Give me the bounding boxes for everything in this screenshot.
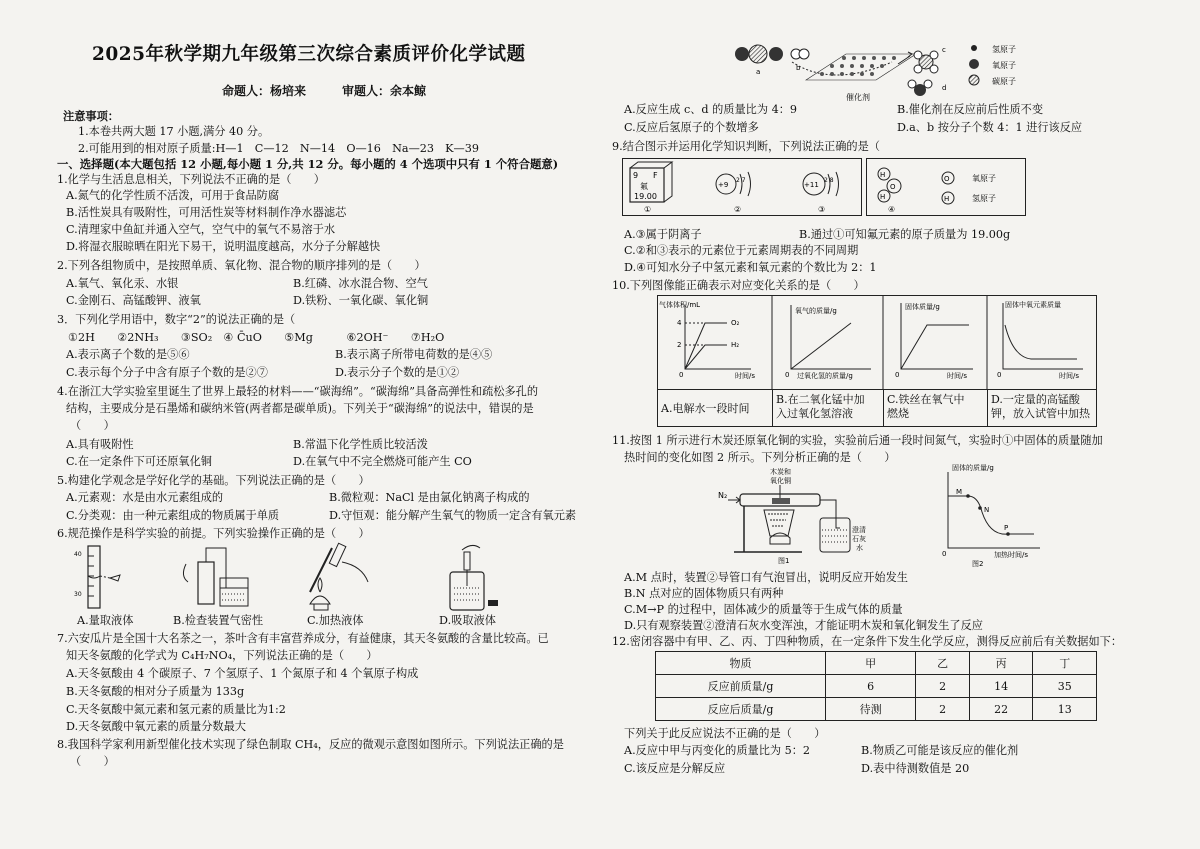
table-cell: 待测 [826, 698, 916, 721]
q11-graph-zero: 0 [942, 550, 947, 558]
q5-option-c: C.分类观：由一种元素组成的物质属于单质 [66, 509, 280, 522]
fig2-label: 图2 [972, 560, 984, 568]
q7-option-a: A.天冬氨酸由 4 个碳原子、7 个氢原子、1 个氮原子和 4 个氧原子构成 [66, 667, 419, 680]
label-4: ④ [888, 205, 896, 214]
q2-option-c: C.金刚石、高锰酸钾、液氧 [66, 294, 201, 307]
table-row [656, 675, 1097, 698]
q7-stem: 7.六安瓜片是全国十大名茶之一，茶叶含有丰富营养成分，有益健康，其天冬氨酸的含量比较高。已 [57, 632, 549, 645]
limewater-line1: 澄清 [852, 526, 866, 534]
q10-caption-d-line1: D.一定量的高锰酸 [991, 393, 1080, 406]
g2-xlabel: 过氧化氢的质量/g [797, 372, 853, 380]
cell-name: 氟 [640, 182, 648, 191]
q8-option-b: B.催化剂在反应前后性质不变 [897, 103, 1044, 116]
n2-label: N₂ [718, 491, 728, 500]
table-row [656, 698, 1097, 721]
q7-option-c: C.天冬氨酸中氮元素和氢元素的质量比为1:2 [66, 703, 286, 716]
g2-ylabel: 氧气的质量/g [795, 307, 837, 315]
g4-ylabel: 固体中氧元素质量 [1005, 301, 1061, 309]
g2-zero: 0 [785, 371, 790, 379]
g4-xlabel: 时间/s [1059, 372, 1080, 380]
point-n: N [984, 506, 990, 514]
graduated-cylinder-figure [88, 546, 120, 608]
table-cell: 反应前质量/g [656, 675, 826, 698]
q4-option-a: A.具有吸附性 [66, 438, 134, 451]
catalyst-label: 催化剂 [846, 93, 870, 102]
g4-zero: 0 [997, 371, 1002, 379]
q11-apparatus-figure [712, 466, 882, 566]
q5-option-b: B.微粒观：NaCl 是由氯化钠离子构成的 [329, 491, 530, 504]
q7-stem-2: 知天冬氨酸的化学式为 C₄H₇NO₄，下列说法正确的是（ ） [66, 649, 378, 662]
table-cell: 乙 [916, 652, 970, 675]
section-1-heading: 一、选择题(本大题包括 12 小题,每小题 1 分,共 12 分。每小题的 4 个选项中只有 1 个符合题意) [57, 157, 559, 171]
q2-option-d: D.铁粉、一氧化碳、氧化铜 [293, 294, 429, 307]
q12-option-d: D.表中待测数值是 20 [861, 762, 970, 775]
q4-stem-2: 结构，主要成分是石墨烯和碳纳米管(两者都是碳单质)。下列关于“碳海绵”的说法中，错误的是 [66, 402, 534, 415]
q10-caption-d [987, 389, 1097, 427]
g1-tick-2: 2 [677, 341, 682, 349]
label-c: c [942, 46, 946, 54]
table-cell: 2 [916, 698, 970, 721]
q9-option-a: A.③属于阴离子 [624, 228, 702, 241]
q11-option-d: D.只有观察装置②澄清石灰水变浑浊，才能证明木炭和氧化铜发生了反应 [624, 619, 983, 632]
q10-caption-c [883, 389, 988, 427]
label-3: ③ [818, 205, 826, 214]
q12-data-table [655, 651, 1097, 721]
legend-carbon: 碳原子 [992, 77, 1016, 86]
q9-option-b: B.通过①可知氟元素的原子质量为 19.00g [799, 228, 1011, 241]
q3-option-c: C.表示每个分子中含有原子个数的是②⑦ [66, 366, 268, 379]
cuo-label: 氧化铜 [770, 477, 791, 485]
table-cell: 35 [1033, 675, 1097, 698]
g1-tick-4: 4 [677, 319, 682, 327]
g1-zero: 0 [679, 371, 684, 379]
table-cell: 2 [916, 675, 970, 698]
notice-line-2: 2.可能用到的相对原子质量:H—1 C—12 N—14 O—16 Na—23 K—39 [78, 142, 479, 155]
g1-h2: H₂ [731, 341, 740, 349]
q6-option-a: A.量取液体 [77, 614, 134, 627]
carbon-label: 木炭和 [770, 468, 791, 476]
legend-hydrogen: 氢原子 [992, 45, 1016, 54]
q8-reaction-figure [730, 42, 1090, 102]
g1-xlabel: 时间/s [735, 372, 756, 380]
scale-40: 40 [74, 551, 82, 558]
q12-option-c: C.该反应是分解反应 [624, 762, 726, 775]
notice-line-1: 1.本卷共两大题 17 小题,满分 40 分。 [78, 125, 270, 138]
q7-option-d: D.天冬氨酸中氧元素的质量分数最大 [66, 720, 246, 733]
atom-h-2: H [880, 193, 886, 201]
q5-stem: 5.构建化学观念是学好化学的基础。下列说法正确的是（ ） [57, 474, 370, 487]
table-cell: 13 [1033, 698, 1097, 721]
q6-figures [70, 542, 590, 614]
q8-stem: 8.我国科学家利用新型催化技术实现了绿色制取 CH₄，反应的微观示意图如图所示。下列说法正确的是 [57, 738, 564, 751]
q10-caption-c-line1: C.铁丝在氧气中 [887, 393, 965, 406]
q4-option-d: D.在氧气中不完全燃烧可能产生 CO [293, 455, 472, 468]
q1-option-a: A.氮气的化学性质不活泼，可用于食品防腐 [66, 189, 280, 202]
q10-caption-b [772, 389, 884, 427]
q11-stem: 11.按图 1 所示进行木炭还原氧化铜的实验，实验前后通一段时间氮气，实验时①中固体的质量随加 [612, 434, 1103, 447]
q12-option-a: A.反应中甲与丙变化的质量比为 5：2 [624, 744, 811, 757]
q12-option-b: B.物质乙可能是该反应的催化剂 [861, 744, 1019, 757]
g3-xlabel: 时间/s [947, 372, 968, 380]
q4-option-b: B.常温下化学性质比较活泼 [293, 438, 428, 451]
q11-option-a: A.M 点时，装置②导管口有气泡冒出，说明反应开始发生 [624, 571, 908, 584]
table-cell: 丙 [969, 652, 1033, 675]
legend-h-symbol: H [944, 195, 950, 203]
limewater-line3: 水 [856, 544, 863, 552]
g1-o2: O₂ [731, 319, 740, 327]
q9-figures [622, 158, 1026, 216]
q6-option-c: C.加热液体 [307, 614, 364, 627]
label-a: a [756, 68, 761, 76]
notice-heading: 注意事项： [63, 109, 119, 123]
table-header-row [656, 652, 1097, 675]
q10-caption-c-line2: 燃烧 [887, 407, 909, 420]
legend-oxygen-atom: 氧原子 [972, 174, 996, 183]
label-2: ② [734, 205, 742, 214]
table-cell: 14 [969, 675, 1033, 698]
airtightness-check-figure [183, 548, 248, 606]
q1-option-d: D.将湿衣服晾晒在阳光下易干，说明温度越高，水分子分解越快 [66, 240, 381, 253]
label-d: d [942, 84, 947, 92]
legend-o-symbol: O [944, 175, 950, 183]
table-cell: 反应后质量/g [656, 698, 826, 721]
q11-option-c: C.M→P 的过程中，固体减少的质量等于生成气体的质量 [624, 603, 903, 616]
q1-option-b: B.活性炭具有吸附性，可用活性炭等材料制作净水器滤芯 [66, 206, 347, 219]
q5-option-d: D.守恒观：能分解产生氧气的物质一定含有氧元素 [329, 509, 577, 522]
q3-items: ①2H ②2NH₃ ③SO₂ ④ C̄uO ⑤Mg ⑥2OH⁻ ⑦H₂O [68, 331, 445, 344]
q8-option-a: A.反应生成 c、d 的质量比为 4：9 [624, 103, 798, 116]
q10-caption-a: A.电解水一段时间 [657, 389, 773, 427]
q3-option-b: B.表示离子所带电荷数的是④⑤ [335, 348, 493, 361]
q8-option-d: D.a、b 按分子个数 4：1 进行该反应 [897, 121, 1083, 134]
q4-stem: 4.在浙江大学实验室里诞生了世界上最轻的材料——“碳海绵”。“碳海绵”具备高弹性和疏松多孔的 [57, 385, 539, 398]
q6-option-d: D.吸取液体 [439, 614, 496, 627]
q1-stem: 1.化学与生活息息相关，下列说法不正确的是（ ） [57, 173, 325, 186]
q11-graph-ylabel: 固体的质量/g [952, 464, 994, 472]
q5-option-a: A.元素观：水是由水元素组成的 [66, 491, 224, 504]
atom-o: O [890, 183, 896, 191]
q9-stem: 9.结合图示并运用化学知识判断，下列说法正确的是（ [612, 140, 880, 153]
atom-h-1: H [880, 171, 886, 179]
g3-ylabel: 固体质量/g [905, 303, 940, 311]
q11-stem-2: 热时间的变化如图 2 所示。下列分析正确的是（ ） [624, 451, 896, 464]
q2-option-b: B.红磷、冰水混合物、空气 [293, 277, 428, 290]
q11-mass-graph [938, 462, 1048, 568]
point-p: P [1004, 524, 1009, 532]
q9-option-c: C.②和③表示的元素位于元素周期表的不同周期 [624, 244, 859, 257]
q8-paren: （ ） [70, 755, 115, 768]
table-cell: 物质 [656, 652, 826, 675]
cell-symbol: F [653, 171, 658, 180]
exam-title: 2025年秋学期九年级第三次综合素质评价化学试题 [92, 44, 526, 65]
q2-option-a: A.氧气、氧化汞、水银 [66, 277, 179, 290]
q4-option-c: C.在一定条件下可还原氧化铜 [66, 455, 212, 468]
q3-option-a: A.表示离子个数的是⑤⑥ [66, 348, 190, 361]
table-cell: 22 [969, 698, 1033, 721]
q10-caption-b-line2: 入过氧化氢溶液 [776, 407, 853, 420]
q3-option-d: D.表示分子个数的是①② [335, 366, 460, 379]
q12-stem: 12.密闭容器中有甲、乙、丙、丁四种物质，在一定条件下发生化学反应，测得反应前后有关数据如下： [612, 635, 1123, 648]
cell-mass: 19.00 [634, 192, 657, 201]
table-cell: 甲 [826, 652, 916, 675]
q10-graphs [657, 295, 1097, 390]
dropper-figure [450, 545, 498, 610]
cell-number: 9 [633, 171, 639, 180]
q4-paren: （ ） [70, 419, 115, 432]
g3-zero: 0 [895, 371, 900, 379]
legend-oxygen: 氧原子 [992, 61, 1016, 70]
g1-ylabel: 气体体积/mL [659, 301, 701, 309]
q11-graph-xlabel: 加热时间/s [994, 551, 1029, 559]
legend-hydrogen-atom: 氢原子 [972, 194, 996, 203]
shell-fluorine: 2 7 [736, 177, 746, 184]
heating-liquid-figure [310, 543, 368, 610]
q6-option-b: B.检查装置气密性 [173, 614, 264, 627]
nucleus-sodium: +11 [804, 181, 819, 189]
q6-stem: 6.规范操作是科学实验的前提。下列实验操作正确的是（ ） [57, 527, 370, 540]
q8-option-c: C.反应后氢原子的个数增多 [624, 121, 759, 134]
limewater-line2: 石灰 [852, 535, 866, 543]
label-b: b [796, 64, 801, 72]
exam-authors: 命题人：杨培来 审题人：余本鲸 [222, 84, 427, 98]
q10-caption-d-line2: 钾，放入试管中加热 [991, 407, 1090, 420]
q9-option-d: D.④可知水分子中氢元素和氧元素的个数比为 2：1 [624, 261, 877, 274]
nucleus-fluorine: +9 [718, 181, 729, 189]
q12-stem-2: 下列关于此反应说法不正确的是（ ） [624, 727, 826, 740]
shell-sodium: 2 8 [824, 177, 834, 184]
scale-30: 30 [74, 591, 82, 598]
q10-caption-b-line1: B.在二氧化锰中加 [776, 393, 865, 406]
q3-stem: 3．下列化学用语中，数字“2”的说法正确的是（ [57, 313, 296, 326]
q7-option-b: B.天冬氨酸的相对分子质量为 133g [66, 685, 245, 698]
table-cell: 丁 [1033, 652, 1097, 675]
catalyst-grid [806, 54, 916, 80]
table-cell: 6 [826, 675, 916, 698]
q10-stem: 10.下列图像能正确表示对应变化关系的是（ ） [612, 279, 865, 292]
q1-option-c: C.清理家中鱼缸并通入空气，空气中的氧气不易溶于水 [66, 223, 336, 236]
fig1-label: 图1 [778, 557, 790, 565]
q2-stem: 2.下列各组物质中，是按照单质、氧化物、混合物的顺序排列的是（ ） [57, 259, 426, 272]
point-m: M [956, 488, 963, 496]
label-1: ① [644, 205, 652, 214]
q11-option-b: B.N 点对应的固体物质只有两种 [624, 587, 784, 600]
